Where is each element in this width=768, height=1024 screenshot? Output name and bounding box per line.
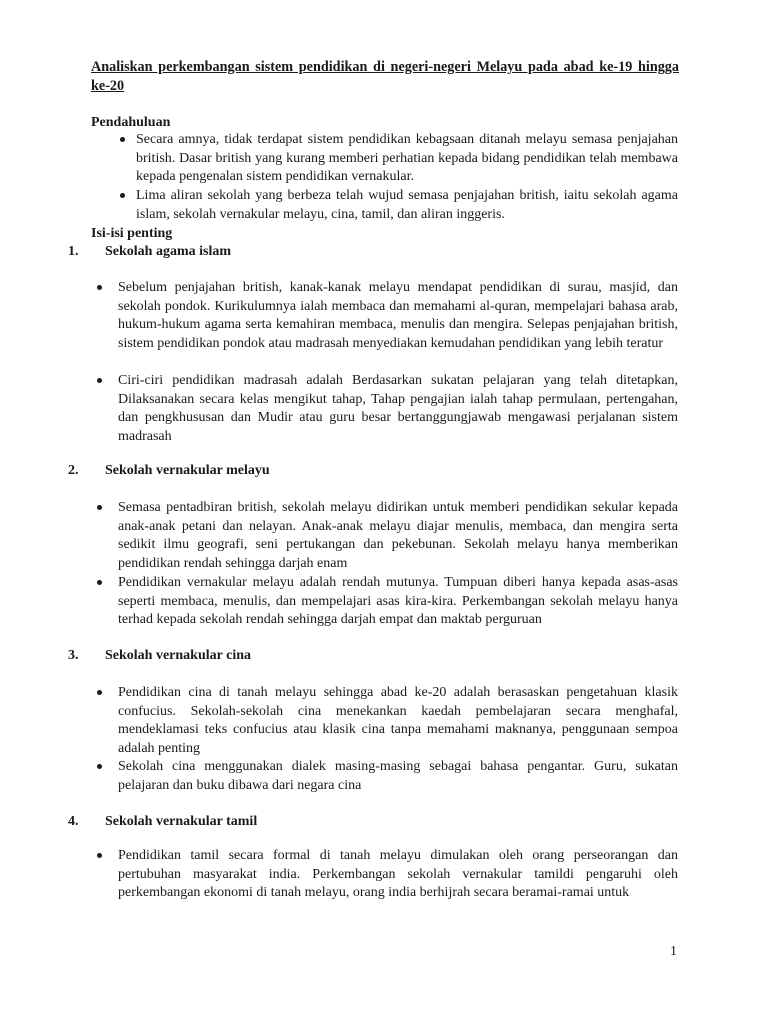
bullet-icon xyxy=(97,690,102,695)
intro-bullet-1: Secara amnya, tidak terdapat sistem pendidikan kebagsaan ditanah melayu semasa penjajahan british. Dasar british yang kurang memberi perhatian kepada bidang pendidikan telah membawa kepada pengenalan sistem pendidikan vernakular. xyxy=(136,132,678,185)
bullet-icon xyxy=(97,764,102,769)
bullet-icon xyxy=(120,193,125,198)
bullet-icon xyxy=(97,378,102,383)
section-2-heading: Sekolah vernakular melayu xyxy=(105,463,270,478)
section-1-heading: Sekolah agama islam xyxy=(105,244,232,259)
section-1-bullet-2: Ciri-ciri pendidikan madrasah adalah Berdasarkan sukatan pelajaran yang telah ditetapkan, Dilaksanakan secara kelas mengikut tahap, Tahap pengajian ialah tahap permulaan, pertengahan, dan pengkhususan dan Mudir atau guru besar bertanggungjawab mengawasi perjalanan sistem madrasah xyxy=(118,373,678,444)
section-4-number: 4. xyxy=(68,814,79,829)
document-title: Analiskan perkembangan sistem pendidikan di negeri-negeri Melayu pada abad ke-19 hingga ke-20 xyxy=(91,59,679,94)
section-3-heading: Sekolah vernakular cina xyxy=(105,648,251,663)
section-4-bullet-1: Pendidikan tamil secara formal di tanah melayu dimulakan oleh orang perseorangan dan pertubuhan masyarakat india. Perkembangan sekolah vernakular tamildi pengaruhi oleh perkembangan ekonomi di tanah melayu, orang india berhijrah secara beramai-ramai untuk xyxy=(118,848,678,901)
section-1-bullet-1: Sebelum penjajahan british, kanak-kanak melayu mendapat pendidikan di surau, masjid, dan sekolah pondok. Kurikulumnya ialah membaca dan memahami al-quran, mempelajari bahasa arab, hukum-hukum agama serta kemahiran membaca, menulis dan mengira. Selepas penjajahan british, sistem pendidikan pondok atau madrasah menyediakan kemudahan pendidikan yang lebih teratur xyxy=(118,280,678,351)
section-4-heading: Sekolah vernakular tamil xyxy=(105,814,258,829)
body-heading: Isi-isi penting xyxy=(91,226,173,241)
bullet-icon xyxy=(97,505,102,510)
section-2-bullet-2: Pendidikan vernakular melayu adalah rendah mutunya. Tumpuan diberi hanya kepada asas-asas seperti membaca, menulis, dan mempelajari asas kira-kira. Perkembangan sekolah melayu hanya terhad kepada sekolah rendah sehingga darjah empat dan maktab perguruan xyxy=(118,575,678,628)
intro-heading: Pendahuluan xyxy=(91,115,171,130)
section-3-bullet-2: Sekolah cina menggunakan dialek masing-masing sebagai bahasa pengantar. Guru, sukatan pelajaran dan buku dibawa dari negara cina xyxy=(118,759,678,793)
section-2-number: 2. xyxy=(68,463,79,478)
bullet-icon xyxy=(97,285,102,290)
section-3-bullet-1: Pendidikan cina di tanah melayu sehingga abad ke-20 adalah berasaskan pengetahuan klasik confucius. Sekolah-sekolah cina menekankan kaedah pembelajaran secara menghafal, mendeklamasi teks confucius atau klasik cina tanpa memahami maknanya, penggunaan sempoa adalah penting xyxy=(118,685,678,756)
bullet-icon xyxy=(120,137,125,142)
bullet-icon xyxy=(97,853,102,858)
section-1-number: 1. xyxy=(68,244,79,259)
bullet-icon xyxy=(97,580,102,585)
section-2-bullet-1: Semasa pentadbiran british, sekolah melayu didirikan untuk memberi pendidikan sekular kepada anak-anak petani dan nelayan. Anak-anak melayu diajar menulis, membaca, dan mengira serta sedikit ilmu geografi, seni pertukangan dan pekebunan. Sekolah melayu hanya memberikan pendidikan rendah sehingga darjah enam xyxy=(118,500,678,571)
page-number: 1 xyxy=(670,944,677,959)
intro-bullet-2: Lima aliran sekolah yang berbeza telah wujud semasa penjajahan british, iaitu sekolah agama islam, sekolah vernakular melayu, cina, tamil, dan aliran inggeris. xyxy=(136,188,678,222)
section-3-number: 3. xyxy=(68,648,79,663)
